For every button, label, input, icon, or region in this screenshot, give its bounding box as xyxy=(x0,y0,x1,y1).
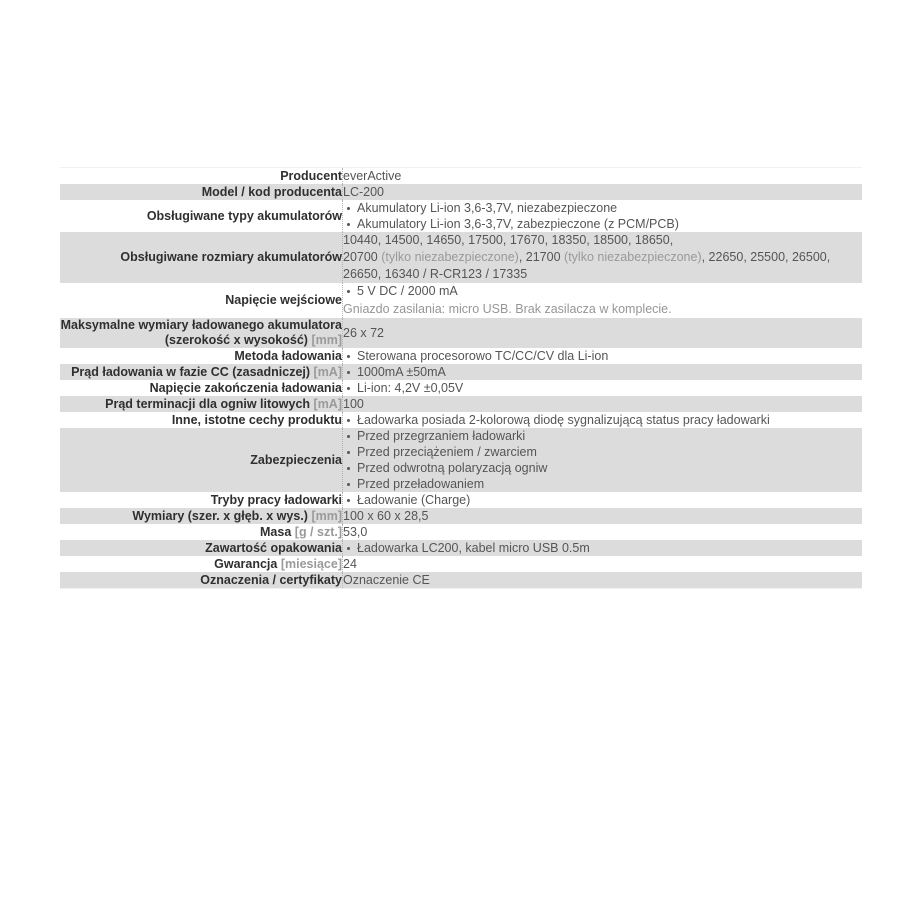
spec-value-list xyxy=(343,283,862,299)
spec-value-list xyxy=(343,364,862,380)
spec-value-list xyxy=(343,200,862,232)
spec-row xyxy=(60,396,862,412)
spec-value-list-item: Sterowana procesorowo TC/CC/CV dla Li-ion xyxy=(357,348,862,364)
spec-label-text: Gwarancja xyxy=(214,556,278,571)
spec-value-text: Oznaczenie CE xyxy=(343,573,430,587)
spec-row-label xyxy=(60,492,343,508)
spec-row-value xyxy=(343,524,863,540)
spec-row-label xyxy=(60,232,343,283)
spec-row-value xyxy=(343,540,863,556)
spec-value-list-item: 1000mA ±50mA xyxy=(357,364,862,380)
spec-row xyxy=(60,556,862,572)
spec-label-text: Napięcie wejściowe xyxy=(225,293,342,307)
spec-row-label xyxy=(60,364,343,380)
spec-row-label xyxy=(60,396,343,412)
spec-row-value xyxy=(343,184,863,200)
spec-row-value xyxy=(343,556,863,572)
spec-label-unit: [mA] xyxy=(313,396,342,411)
spec-value-list-item: Akumulatory Li-ion 3,6-3,7V, zabezpieczone (z PCM/PCB) xyxy=(357,216,862,232)
spec-label-text: Oznaczenia / certyfikaty xyxy=(200,572,342,587)
spec-row xyxy=(60,232,862,283)
spec-row-label xyxy=(60,524,343,540)
spec-sizes-line-3: 26650, 16340 / R-CR123 / 17335 xyxy=(343,267,528,281)
spec-value-text: 100 xyxy=(343,397,364,411)
spec-row-label xyxy=(60,348,343,364)
spec-value-list-item: Przed przeciążeniem / zwarciem xyxy=(357,444,862,460)
spec-label-text: Prąd ładowania w fazie CC (zasadniczej) xyxy=(71,364,311,379)
spec-row-value xyxy=(343,396,863,412)
spec-row xyxy=(60,184,862,200)
spec-value-list-item: Ładowanie (Charge) xyxy=(357,492,862,508)
spec-label-text: Wymiary (szer. x głęb. x wys.) xyxy=(132,508,308,523)
spec-label-unit: [g / szt.] xyxy=(294,524,342,539)
spec-label-text: Zabezpieczenia xyxy=(250,452,342,467)
spec-value-list-item: Przed odwrotną polaryzacją ogniw xyxy=(357,460,862,476)
spec-row xyxy=(60,428,862,492)
spec-sizes-line-1: 10440, 14500, 14650, 17500, 17670, 18350, 18500, 18650, xyxy=(343,233,674,247)
spec-label-text: Masa xyxy=(260,524,292,539)
spec-value-text: 100 x 60 x 28,5 xyxy=(343,509,429,523)
spec-row-value xyxy=(343,232,863,283)
spec-row xyxy=(60,524,862,540)
spec-label-text: Maksymalne wymiary ładowanego akumulatora (szerokość x wysokość) xyxy=(60,318,342,347)
spec-value-list xyxy=(343,412,862,428)
spec-row-label xyxy=(60,318,343,348)
spec-label-text: Prąd terminacji dla ogniw litowych xyxy=(105,396,311,411)
spec-value-list-item: 5 V DC / 2000 mA xyxy=(357,283,862,299)
spec-row-label xyxy=(60,412,343,428)
spec-value-text: 53,0 xyxy=(343,525,368,539)
spec-row xyxy=(60,508,862,524)
spec-value-list-item: Akumulatory Li-ion 3,6-3,7V, niezabezpieczone xyxy=(357,200,862,216)
specification-section xyxy=(60,167,862,589)
spec-size-note-20700: (tylko niezabezpieczone) xyxy=(381,250,519,264)
spec-row-value xyxy=(343,572,863,589)
spec-size-20700: 20700 xyxy=(343,250,378,264)
spec-row-label xyxy=(60,428,343,492)
specification-table xyxy=(60,167,862,589)
spec-row-label xyxy=(60,200,343,232)
spec-row-label xyxy=(60,508,343,524)
spec-label-text: Producent xyxy=(280,168,342,183)
spec-row xyxy=(60,168,862,185)
spec-size-21700: , 21700 xyxy=(518,250,561,264)
spec-row-label xyxy=(60,184,343,200)
spec-row xyxy=(60,380,862,396)
spec-row-value xyxy=(343,492,863,508)
spec-row-value xyxy=(343,168,863,185)
spec-sizes-line-2 xyxy=(343,249,862,266)
spec-row xyxy=(60,364,862,380)
spec-label-text: Obsługiwane typy akumulatorów xyxy=(146,208,342,223)
spec-row-label xyxy=(60,572,343,589)
spec-label-text: Zawartość opakowania xyxy=(205,540,342,555)
spec-value-list xyxy=(343,540,862,556)
spec-label-unit: [mm] xyxy=(311,508,342,523)
spec-row-value xyxy=(343,412,863,428)
spec-label-text: Inne, istotne cechy produktu xyxy=(171,412,342,427)
spec-value-text: everActive xyxy=(343,169,402,183)
spec-row-label xyxy=(60,283,343,318)
spec-row xyxy=(60,200,862,232)
spec-label-text: Tryby pracy ładowarki xyxy=(210,492,342,507)
spec-value-list-item: Przed przeładowaniem xyxy=(357,476,862,492)
spec-value-list-item: Przed przegrzaniem ładowarki xyxy=(357,428,862,444)
spec-sizes-line-2-tail: , 22650, 25500, 26500, xyxy=(701,250,831,264)
spec-value-list xyxy=(343,380,862,396)
spec-row xyxy=(60,348,862,364)
spec-row xyxy=(60,540,862,556)
spec-row-value xyxy=(343,318,863,348)
spec-row xyxy=(60,492,862,508)
spec-value-list-item: Li-ion: 4,2V ±0,05V xyxy=(357,380,862,396)
spec-label-text: Napięcie zakończenia ładowania xyxy=(149,380,342,395)
spec-row xyxy=(60,283,862,318)
spec-row-label xyxy=(60,556,343,572)
spec-label-text: Model / kod producenta xyxy=(201,184,342,199)
spec-label-text: Obsługiwane rozmiary akumulatorów xyxy=(120,250,342,264)
spec-label-unit: [mA] xyxy=(313,364,342,379)
spec-row-value xyxy=(343,428,863,492)
specification-table-body xyxy=(60,168,862,589)
spec-size-note-21700: (tylko niezabezpieczone) xyxy=(564,250,702,264)
spec-row-value xyxy=(343,508,863,524)
spec-row-value xyxy=(343,283,863,318)
spec-row xyxy=(60,412,862,428)
spec-value-list xyxy=(343,428,862,492)
spec-label-unit: [miesiące] xyxy=(280,556,342,571)
spec-row-value xyxy=(343,380,863,396)
spec-value-text: LC-200 xyxy=(343,185,384,199)
spec-value-note: Gniazdo zasilania: micro USB. Brak zasilacza w komplecie. xyxy=(343,302,672,316)
spec-label-text: Metoda ładowania xyxy=(234,348,342,363)
spec-row xyxy=(60,572,862,589)
spec-row-value xyxy=(343,200,863,232)
spec-row-label xyxy=(60,380,343,396)
spec-row-label xyxy=(60,168,343,185)
spec-value-list-item: Ładowarka posiada 2-kolorową diodę sygnalizującą status pracy ładowarki xyxy=(357,412,862,428)
spec-row-label xyxy=(60,540,343,556)
spec-value-list xyxy=(343,348,862,364)
spec-value-list xyxy=(343,492,862,508)
spec-row-value xyxy=(343,348,863,364)
spec-row-value xyxy=(343,364,863,380)
spec-value-text: 26 x 72 xyxy=(343,326,385,340)
spec-row xyxy=(60,318,862,348)
spec-label-unit: [mm] xyxy=(311,333,342,347)
spec-value-list-item: Ładowarka LC200, kabel micro USB 0.5m xyxy=(357,540,862,556)
spec-value-text: 24 xyxy=(343,557,357,571)
